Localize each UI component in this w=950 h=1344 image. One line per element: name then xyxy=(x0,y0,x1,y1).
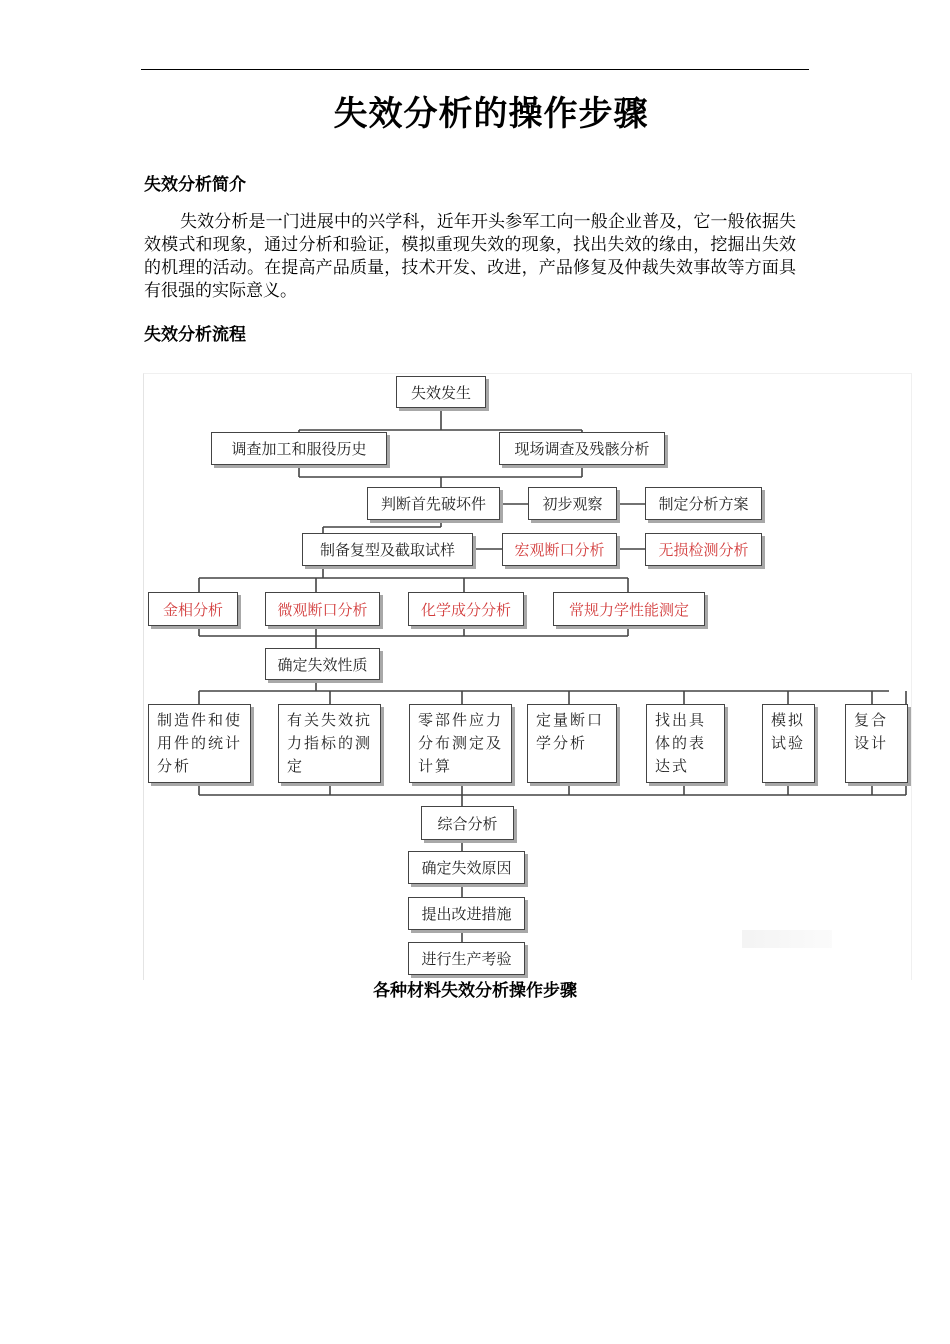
flow-step-measures: 提出改进措施 xyxy=(408,897,525,930)
flow-step-indices: 有关失效抗力指标的测定 xyxy=(278,704,381,783)
page-title: 失效分析的操作步骤 xyxy=(333,94,649,134)
faded-watermark xyxy=(742,930,832,948)
flow-step-statistics: 制造件和使用件的统计分析 xyxy=(148,704,251,783)
flow-step-ndt: 无损检测分析 xyxy=(645,533,762,566)
flow-step-stress: 零部件应力分布测定及计算 xyxy=(409,704,512,783)
section-heading-intro: 失效分析简介 xyxy=(144,175,246,195)
flow-step-cause: 确定失效原因 xyxy=(408,851,525,884)
section-heading-process: 失效分析流程 xyxy=(144,325,246,345)
flow-step-metallography: 金相分析 xyxy=(148,592,238,626)
flow-step-mechanical: 常规力学性能测定 xyxy=(553,592,705,626)
flow-step-occurrence: 失效发生 xyxy=(396,376,486,408)
flow-step-synthesis: 综合分析 xyxy=(421,806,514,840)
flow-step-expression: 找出具体的表达式 xyxy=(646,704,725,783)
figure-caption: 各种材料失效分析操作步骤 xyxy=(373,981,577,1001)
intro-paragraph: 失效分析是一门进展中的兴学科，近年开头参军工向一般企业普及，它一般依据失效模式和现象，通过分析和验证，模拟重现失效的现象，找出失效的缘由，挖掘出失效的机理的活动。在提高产品质量，技术开发、改进，产品修复及仲裁失效事故等方面具有很强的实际意义。 xyxy=(144,212,796,301)
flow-step-site-survey: 现场调查及残骸分析 xyxy=(499,432,665,465)
flow-step-analysis-plan: 制定分析方案 xyxy=(645,487,762,520)
flow-step-process-history: 调查加工和服役历史 xyxy=(211,432,387,465)
flow-step-failure-nature: 确定失效性质 xyxy=(265,648,380,680)
flow-step-design-review: 复合设计 xyxy=(845,704,908,783)
flow-step-micro-fracture: 微观断口分析 xyxy=(265,592,380,626)
flow-step-verification: 进行生产考验 xyxy=(408,942,525,975)
flow-step-quantitative: 定量断口学分析 xyxy=(527,704,617,783)
flow-step-chemical: 化学成分分析 xyxy=(408,592,524,626)
flow-step-first-broken-part: 判断首先破坏件 xyxy=(367,487,500,520)
top-rule xyxy=(141,69,809,70)
flow-step-preliminary-observation: 初步观察 xyxy=(528,487,617,520)
flowchart-figure xyxy=(143,373,912,980)
flow-step-specimen-prep: 制备复型及截取试样 xyxy=(302,533,473,566)
flow-step-simulation: 模拟试验 xyxy=(762,704,815,783)
flow-step-macro-fracture: 宏观断口分析 xyxy=(502,533,617,566)
